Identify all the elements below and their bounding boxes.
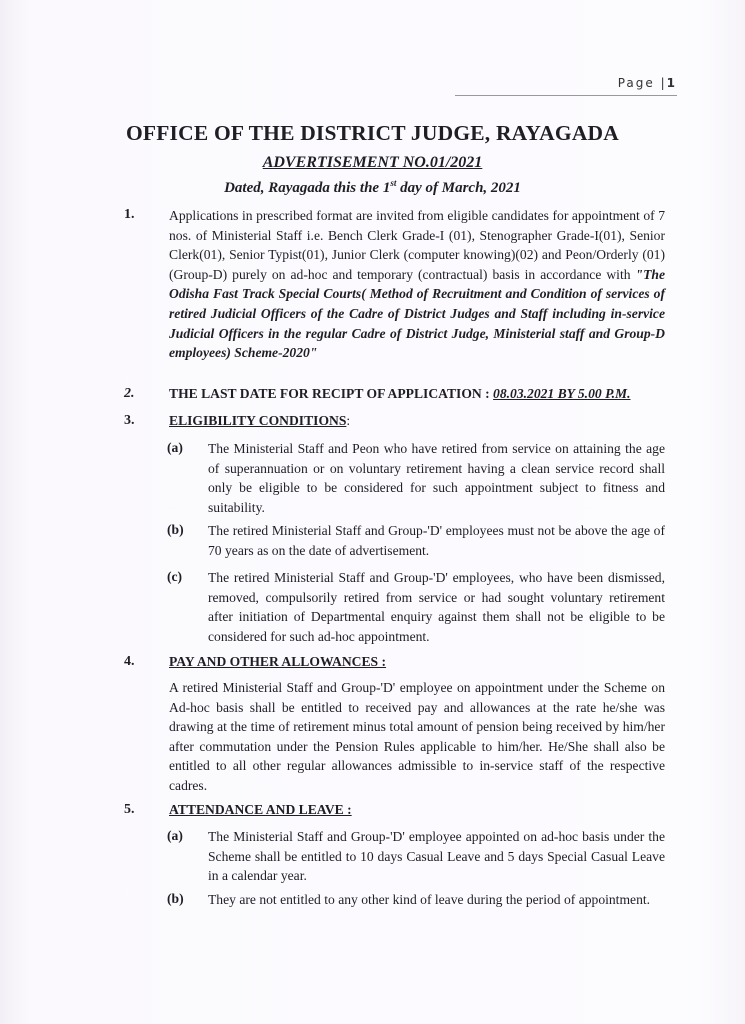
item-1-text: [169, 206, 665, 363]
item-3-number: 3.: [124, 413, 135, 428]
eligibility-heading: ELIGIBILITY CONDITIONS: [169, 413, 347, 428]
item-3c-text: The retired Ministerial Staff and Group-'D' employees, who have been dismissed, removed, compulsorily retired from service or had sought voluntary retirement after initiation of Departmental enquiry against them shall not be eligible to be considered for such ad-hoc appointment.: [208, 570, 665, 644]
date-prefix: Dated, Rayagada this the 1: [224, 180, 391, 196]
date-suffix: day of March, 2021: [396, 180, 521, 196]
eligibility-colon: :: [346, 413, 351, 428]
advertisement-number: ADVERTISEMENT NO.01/2021: [262, 154, 483, 171]
item-4-text: A retired Ministerial Staff and Group-'D' employee on appointment under the Scheme on Ad-hoc basis shall be entitled to received pay and allowances at the rate he/she was drawing at the time of retirement minus total amount of pension being received by him/her after commutation under the Pension Rules applicable to him/her. He/She shall also be entitled to all other regular allowances admissible to in-service staff of the respective cadres.: [169, 680, 665, 793]
item-1-plain: Applications in prescribed format are invited from eligible candidates for appointment of 7 nos. of Ministerial Staff i.e. Bench Clerk Grade-I (01), Stenographer Grade-I(01), Senior Clerk(01), Senior Typist(01), Junior Clerk (computer knowing)(02) and Peon/Orderly (01) (Group-D) purely on ad-hoc and temporary (contractual) basis in accordance with: [169, 208, 665, 282]
item-5-number: 5.: [124, 802, 135, 817]
header-rule: [455, 95, 677, 96]
page-number: [618, 76, 677, 90]
item-3c-label: (c): [167, 569, 183, 584]
item-1-scheme-name: "The Odisha Fast Track Special Courts( Method of Recruitment and Condition of services of retired Judicial Officers of the Cadre of District Judges and Staff including in-service Judicial Officers in the regular Cadre of District Judge, Ministerial staff and Group-D employees) Scheme-2020": [169, 266, 665, 361]
office-title: OFFICE OF THE DISTRICT JUDGE, RAYAGADA: [125, 121, 620, 145]
last-date-label: THE LAST DATE FOR RECIPT OF APPLICATION :: [169, 386, 494, 401]
item-4-number: 4.: [124, 654, 135, 669]
item-3b-text: The retired Ministerial Staff and Group-'D' employees must not be above the age of 70 years as on the date of advertisement.: [208, 523, 665, 558]
pay-heading: PAY AND OTHER ALLOWANCES :: [169, 654, 387, 669]
item-3a-label: (a): [167, 440, 183, 455]
date-line: [0, 178, 745, 197]
item-5b-text: They are not entitled to any other kind of leave during the period of appointment.: [208, 892, 651, 907]
item-5a-label: (a): [167, 828, 183, 843]
item-3b-label: (b): [167, 522, 184, 537]
page-number-value: 1: [666, 76, 677, 90]
last-date-value: 08.03.2021 BY 5.00 P.M.: [493, 386, 631, 401]
item-2-last-date: [169, 386, 631, 402]
item-1-number: 1.: [124, 207, 135, 222]
item-4-heading: [169, 654, 386, 670]
item-3a-text: The Ministerial Staff and Peon who have retired from service on attaining the age of superannuation or on voluntary retirement having a clean service record shall only be eligible to be considered for such appointment subject to fitness and suitability.: [208, 441, 665, 515]
item-5a-text: The Ministerial Staff and Group-'D' employee appointed on ad-hoc basis under the Scheme shall be entitled to 10 days Casual Leave and 5 days Special Casual Leave in a calendar year.: [208, 829, 665, 884]
page-label: Page |: [617, 76, 667, 90]
date-ordinal: st: [390, 178, 397, 188]
item-5-heading: [169, 802, 352, 818]
item-2-number: 2.: [124, 386, 135, 401]
attendance-heading: ATTENDANCE AND LEAVE :: [169, 802, 352, 817]
item-5b-label: (b): [167, 891, 184, 906]
item-3-heading: [169, 413, 350, 429]
